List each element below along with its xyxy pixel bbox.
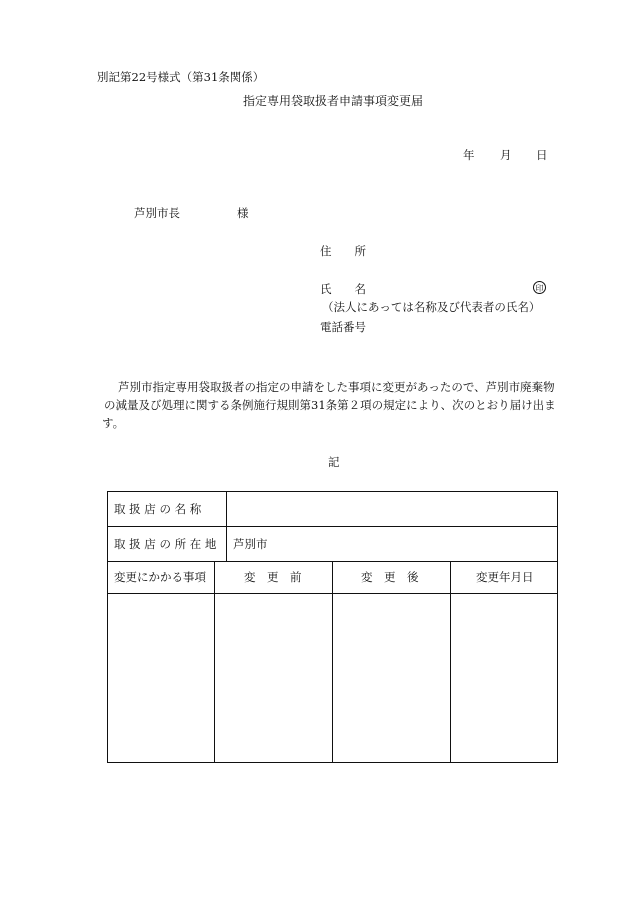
form-number: 別記第22号様式（第31条関係） xyxy=(97,70,265,84)
ki-heading: 記 xyxy=(328,455,340,469)
name-label: 氏 名 xyxy=(320,282,366,296)
header-change-item: 変更にかかる事項 xyxy=(114,570,206,584)
date-day: 日 xyxy=(536,148,548,162)
body-line-1: 芦別市指定専用袋取扱者の指定の申請をした事項に変更があったので、芦別市廃棄物 xyxy=(118,380,555,394)
table-col-2 xyxy=(332,561,333,763)
document-title: 指定専用袋取扱者申請事項変更届 xyxy=(243,94,424,108)
header-change-date: 変更年月日 xyxy=(476,570,534,584)
phone-label: 電話番号 xyxy=(320,320,366,334)
table-col-1 xyxy=(214,561,215,763)
header-after: 変 更 後 xyxy=(361,570,419,584)
row-store-name-label: 取 扱 店 の 名 称 xyxy=(114,502,202,516)
corp-note: （法人にあっては名称及び代表者の氏名） xyxy=(322,300,541,314)
body-line-2: の減量及び処理に関する条例施行規則第31条第２項の規定により、次のとおり届け出ま xyxy=(104,398,556,412)
body-line-3: す。 xyxy=(102,416,125,430)
body-paragraph xyxy=(104,378,580,432)
date-year: 年 xyxy=(463,148,475,162)
header-before: 変 更 前 xyxy=(244,570,302,584)
table-col-3 xyxy=(450,561,451,763)
address-label: 住 所 xyxy=(320,244,366,258)
row-store-address-label: 取 扱 店 の 所 在 地 xyxy=(114,537,217,551)
date-month: 月 xyxy=(500,148,512,162)
table-rule-1 xyxy=(107,526,558,527)
addressee-name: 芦別市長 xyxy=(134,206,180,220)
table-col-label xyxy=(226,491,227,561)
addressee-honorific: 様 xyxy=(237,206,249,220)
seal-mark: 印 xyxy=(533,281,546,294)
row-store-address-value: 芦別市 xyxy=(233,537,268,551)
